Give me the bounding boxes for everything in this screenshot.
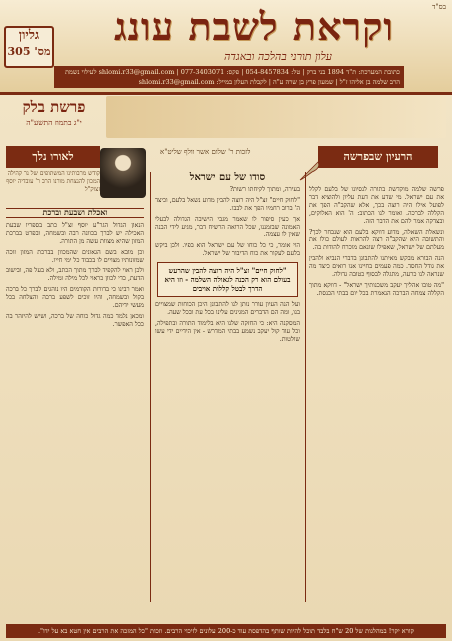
newsletter-subtitle: עלון תורני בהלכה ובאגדה <box>223 50 332 63</box>
left-subheading: ואכלת ושבעת וברכת <box>6 208 144 218</box>
newsletter-title: וקראת לשבת עונג <box>113 4 395 49</box>
paragraph: ואמר רבינו כי בדורות הקודמים היו נוהגים לברך כל ברכה בקול ובשמחה, והיו זוכים לשפע ברכה והצלחה בכל מעשי ידיהם. <box>6 286 144 310</box>
footer-appeal: קורא יקר! במהלגות של 20 ש"ח בלבד תוכל להיות שותף בהדפסת עוד כ-200 עלונים לזיכוי הרבים. וזכות "כל המזכה את הרבים אין חטא בא על ידו". <box>6 624 446 638</box>
bsd-mark: בס"ד <box>432 3 446 11</box>
paragraph: ונשאלת השאלה, מדוע דווקא בלעם הוא שנבחר לכך? והתשובה היא שהקב"ה רצה להראות לעולם כולו את מעלתם של ישראל, שאפילו שונאם מוכרח להודות בה. <box>309 228 444 252</box>
paragraph: הוי אומר, כי כל כוחו של עם ישראל הוא בפיו. ולכן ביקש בלעם לעקור את כוח הדיבור של ישראל. <box>155 242 300 258</box>
column-right <box>309 186 444 601</box>
quill-icon <box>298 160 322 182</box>
pull-quote: "לחוק חיים" זצ"ל היה רוצה להבין שהרעש בעולם הוא רק הכנה לגאולה השלמה - וזו היא הדרך לבטל קללות אויבים <box>157 262 298 297</box>
section-title-left: לאורו נלך <box>6 146 100 168</box>
paragraph: אך כעין סיפור לו שאמר מגבי הישיבה הגדולה לבעלי האמונה שבזמננו, שכל הרואה הרשיח דבר, מגיע לידי הבנה שאין לו עצמה. <box>155 215 300 239</box>
issue-label: גליון <box>18 28 40 43</box>
paragraph: המסקנה היא: כי החזקה שלנו היא בלימוד התורה ובתפילה, וכל עוד קול יעקב נשמע בבתי המדרש - אין הידיים ידי עשו שולטות. <box>155 319 300 343</box>
issue-number: מס' 305 <box>7 45 51 58</box>
parasha-box <box>6 96 102 142</box>
paragraph: הנאון הגדול הגר"ע יוסף זצ"ל כתב בספריו שבעת האכילה יש לברך בכוונה רבה ובשמחה, ובפרט בברכת המזון שהיא מצוות עשה מן התורה. <box>6 221 144 245</box>
paragraph: פרשה שלמה מוקדשת בתורה לנסיונו של בלעם לקלל את עם ישראל. מי שדע את דעת עליון ולהוציא דבר לפועל אילו היה רוצה בכך, אלא שהקב"ה הפך את הקללה לברכה. ואומר לנו הכתוב: ה' הוא האלוקים, ובצדקה אמר להם את הדבר הזה. <box>309 186 444 225</box>
article-title: סודו של עם ישראל <box>189 172 266 183</box>
paragraph: ולכן ראוי להקפיד לברך מתוך הכתב, ולא בעל פה, ובישוב הדעת, כדי לכוון כראוי לכל מילה ומילה. <box>6 267 144 283</box>
paragraph: ומכאן נלמד כמה גדול כוחה של ברכה, ושיש להיזהר בה ככל האפשר. <box>6 312 144 328</box>
rabbi-portrait <box>100 148 146 198</box>
parasha-date: י"ג בתמוז התשע"ה <box>26 118 82 127</box>
masthead <box>0 0 452 95</box>
paragraph: "מה טובו אהליך יעקב משכנותיך ישראל" - דווקא מתוך הקללה צמחה הברכה הנאמרת בכל יום בבתי הכנסת. <box>309 281 444 297</box>
paragraph: הנה הבורא מבקש מאיתנו להתבונן בדברי הנביא ולהבין את גודל החסד. כמה פעמים בחיינו אנו רואים כיצד מה שנראה לנו כרעה, מתגלה לבסוף כטובה גדולה. <box>309 255 444 279</box>
rabbi-caption: קודש מרבותינו המשתופים של נר קהילה המכון להנצחת מורנו הרב ר' עובדיה יוסף זצוק"ל <box>6 170 100 193</box>
decorative-band <box>106 96 446 138</box>
parasha-name: פרשת בלק <box>22 98 86 116</box>
paragraph: בעירה, ומתוך לקיחתו רשות? <box>229 185 300 193</box>
column-divider-right <box>305 172 306 602</box>
paragraph: "לחוק חיים" זצ"ל היה רוצה להבין מדוע נשאל בלעם, וכיצד ה' ברוב רחמיו הפך את לבבו. <box>155 196 300 212</box>
column-left <box>6 206 144 602</box>
dedication-line: לזכות ר' שלום אשר וולף שליט"א <box>160 148 251 156</box>
paragraph: ועל הנה העיון עורר נותן לנו להתבונן היכן הכוחות שמצויים בנו, ומה הם הדברים המגינים עלינו בכל עת ובכל שעה. <box>155 301 300 317</box>
contact-strip: כתובת המערכת: ת"ד 1894 בני ברק | טל: 054-8457834 | פקס: 077-3403071 | shlomi.r33@gmail.com לעילוי נשמת הרב שלמה בן אליהו ז"ל | שמעון פרץ בן שרה ע"ה | לקבלת העלון במייל: shlomi.r33@gmail.com <box>54 66 404 88</box>
section-title-right: הרעיון שבפרשה <box>318 146 438 168</box>
paragraph: וכן מובא בשם הגאונים שהמכוון בברכת המזון זוכה שמזונותיו מצויים לו בכבוד כל ימי חייו. <box>6 248 144 264</box>
issue-badge <box>4 26 54 68</box>
column-middle <box>155 172 300 602</box>
column-divider-left <box>150 172 151 602</box>
